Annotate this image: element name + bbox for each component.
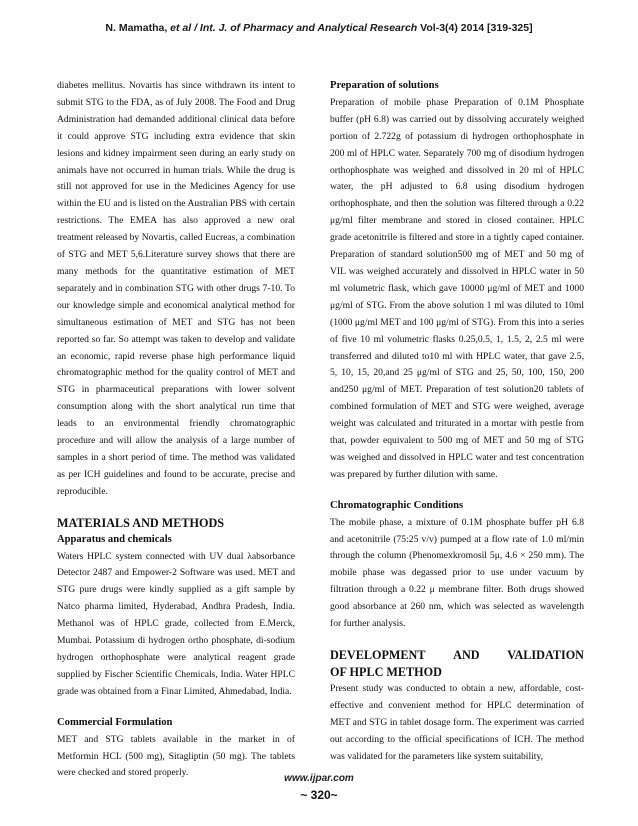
development-heading-line-2: OF HPLC METHOD <box>330 665 442 679</box>
development-heading-word-2: AND <box>453 648 480 662</box>
commercial-heading: Commercial Formulation <box>57 716 173 728</box>
chromatographic-paragraph: The mobile phase, a mixture of 0.1M phosphate buffer pH 6.8 and acetonitrile (75:25 v/v) pumped at a flow rate of 1.0 ml/min through the column (Phenomexkromosil 5μ, 4.6 × 250 mm). The mobile phase was degassed prior to use under vacuum by filtration through a 0.22 μ membrane filter. Both drugs showed good absorbance at 260 nm, which was selected as wavelength for further analysis. <box>330 516 584 630</box>
header-authors: N. Mamatha, <box>105 22 171 34</box>
commercial-paragraph: MET and STG tablets available in the market in of Metformin HCL (500 mg), Sitagliptin (50 mg). The tablets were checked and stored properly. <box>57 733 295 779</box>
left-column <box>57 78 295 782</box>
preparation-heading: Preparation of solutions <box>330 80 439 91</box>
running-header <box>0 22 638 34</box>
intro-paragraph: diabetes mellitus. Novartis has since withdrawn its intent to submit STG to the FDA, as of July 2008. The Food and Drug Administration had demanded additional clinical data before it could approve STG including extra evidence that skin lesions and kidney impairment seen during an early study on animals have not occurred in human trials. While the drug is still not approved for use in the Medicines Agency for use within the EU and is listed on the Australian PBS with certain restrictions. The EMEA has also approved a new oral treatment released by Novartis, called Eucreas, a combination of STG and MET 5,6.Literature survey shows that there are many methods for the quantitative estimation of MET separately and in combination STG with other drugs 7-10. To our knowledge simple and economical analytical method for simultaneous estimation of MET and STG has not been reported so far. So attempt was taken to develop and validate an economic, rapid reverse phase high performance liquid chromatographic method for the quality control of MET and STG in pharmaceutical preparations with lower solvent consumption along with the short analytical run time that leads to an environmental friendly chromatographic procedure and will allow the analysis of a large number of samples in a short period of time. The method was validated as per ICH guidelines and found to be accurate, precise and reproducible. <box>57 80 295 497</box>
materials-methods-heading: MATERIALS AND METHODS <box>57 515 225 530</box>
development-paragraph: Present study was conducted to obtain a new, affordable, cost-effective and convenient method for HPLC determination of MET and STG in tablet dosage form. The experiment was carried out according to the official specifications of ICH. The method was validated for the parameters like system suitability, <box>330 683 584 762</box>
development-heading <box>330 647 584 664</box>
apparatus-paragraph: Waters HPLC system connected with UV dual λabsorbance Detector 2487 and Empower-2 Software was used. MET and STG pure drugs were kindly supplied as a gift sample by Natco pharma limited, Hyderabad, Andhra Pradesh, India. Methanol was of HPLC grade, collected from E.Merck, Mumbai. Potassium di hydrogen ortho phosphate, di-sodium hydrogen orthophosphate were analytical reagent grade supplied by Fischer Scientific Chemicals, India. Water HPLC grade was obtained from a Finar Limited, Ahmedabad, India. <box>57 550 295 697</box>
apparatus-heading: Apparatus and chemicals <box>57 533 172 545</box>
page-footer <box>0 773 638 802</box>
development-heading-word-3: VALIDATION <box>507 648 584 662</box>
preparation-paragraph: Preparation of mobile phase Preparation of 0.1M Phosphate buffer (pH 6.8) was carried out by dissolving accurately weighed portion of 2.722g of potassium di hydrogen orthophosphate in 200 ml of HPLC water. Separately 700 mg of disodium hydrogen orthophosphate was weighed and dissolved in 20 ml of HPLC water, the pH adjusted to 6.8 using disodium hydrogen orthophosphate, and then the solution was filtered through a 0.22 μg/ml filter membrane and stored in closed container. HPLC grade acetonitrile is filtered and store in a tightly caped container. Preparation of standard solution500 mg of MET and 50 mg of VIL was weighed accurately and dissolved in HPLC water in 50 ml volumetric flask, which gave 10000 μg/ml of MET and 1000 μg/ml of STG. From the above solution 1 ml was diluted to 10ml (1000 μg/ml MET and 100 μg/ml of STG). From this into a series of five 10 ml volumetric flasks 0.25,0.5, 1, 1.5, 2, 2.5 ml were transferred and diluted to10 ml with HPLC water, that gave 2.5, 5, 10, 15, 20,and 25 μg/ml of STG and 25, 50, 100, 150, 200 and250 μg/ml of MET. Preparation of test solution20 tablets of combined formulation of MET and STG were weighed, average weight was calculated and triturated in a mortar with pestle from that, powder equivalent to 500 mg of MET and 50 mg of STG was weighed and dissolved in HPLC water and test concentration was prepared by further dilution with same. <box>330 96 584 480</box>
development-heading-word-1: DEVELOPMENT <box>330 648 426 662</box>
right-column <box>330 78 584 766</box>
header-volume: Vol-3(4) 2014 [319-325] <box>417 22 533 34</box>
page-number: ~ 320~ <box>300 788 338 802</box>
chromatographic-heading: Chromatographic Conditions <box>330 499 464 511</box>
header-journal: et al / Int. J. of Pharmacy and Analytical Research <box>170 22 418 34</box>
journal-url: www.ijpar.com <box>284 773 354 784</box>
